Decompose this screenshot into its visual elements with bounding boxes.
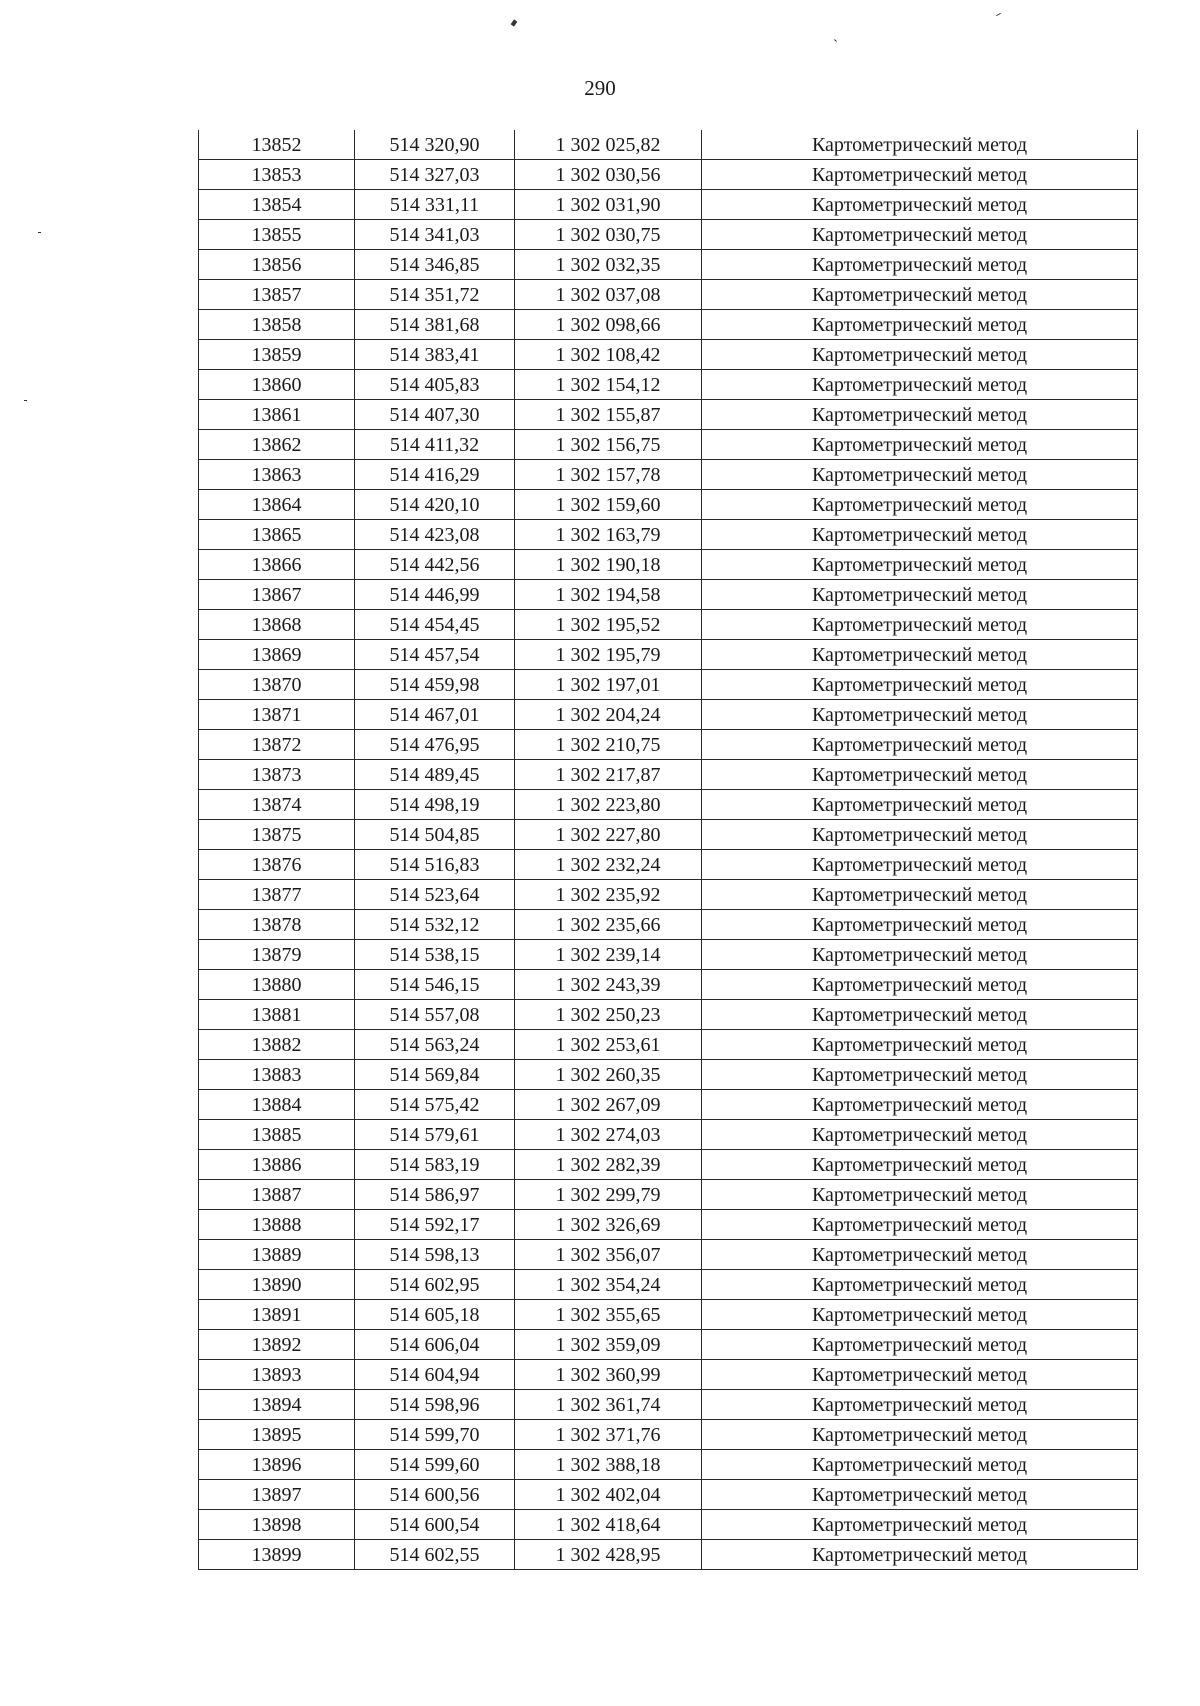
y-coordinate-cell: 1 302 030,56 (515, 160, 702, 190)
y-coordinate-cell: 1 302 227,80 (515, 820, 702, 850)
table-row (199, 880, 1138, 910)
y-coordinate-cell: 1 302 217,87 (515, 760, 702, 790)
point-number-cell: 13870 (199, 670, 355, 700)
x-coordinate-cell: 514 599,70 (355, 1420, 515, 1450)
method-cell: Картометрический метод (702, 220, 1138, 250)
table-row (199, 460, 1138, 490)
x-coordinate-cell: 514 467,01 (355, 700, 515, 730)
point-number-cell: 13856 (199, 250, 355, 280)
x-coordinate-cell: 514 563,24 (355, 1030, 515, 1060)
point-number-cell: 13865 (199, 520, 355, 550)
point-number-cell: 13853 (199, 160, 355, 190)
method-cell: Картометрический метод (702, 1360, 1138, 1390)
scan-speck (996, 13, 1001, 16)
y-coordinate-cell: 1 302 250,23 (515, 1000, 702, 1030)
point-number-cell: 13873 (199, 760, 355, 790)
method-cell: Картометрический метод (702, 1210, 1138, 1240)
table-row (199, 370, 1138, 400)
point-number-cell: 13876 (199, 850, 355, 880)
method-cell: Картометрический метод (702, 1450, 1138, 1480)
x-coordinate-cell: 514 600,56 (355, 1480, 515, 1510)
point-number-cell: 13889 (199, 1240, 355, 1270)
method-cell: Картометрический метод (702, 550, 1138, 580)
page-number: 290 (584, 76, 616, 100)
x-coordinate-cell: 514 407,30 (355, 400, 515, 430)
table-row (199, 1480, 1138, 1510)
point-number-cell: 13880 (199, 970, 355, 1000)
x-coordinate-cell: 514 546,15 (355, 970, 515, 1000)
method-cell: Картометрический метод (702, 280, 1138, 310)
table-row (199, 1090, 1138, 1120)
y-coordinate-cell: 1 302 282,39 (515, 1150, 702, 1180)
x-coordinate-cell: 514 602,95 (355, 1270, 515, 1300)
point-number-cell: 13874 (199, 790, 355, 820)
point-number-cell: 13867 (199, 580, 355, 610)
table-row (199, 490, 1138, 520)
method-cell: Картометрический метод (702, 580, 1138, 610)
y-coordinate-cell: 1 302 299,79 (515, 1180, 702, 1210)
point-number-cell: 13868 (199, 610, 355, 640)
y-coordinate-cell: 1 302 402,04 (515, 1480, 702, 1510)
method-cell: Картометрический метод (702, 1390, 1138, 1420)
x-coordinate-cell: 514 602,55 (355, 1540, 515, 1570)
x-coordinate-cell: 514 598,96 (355, 1390, 515, 1420)
method-cell: Картометрический метод (702, 190, 1138, 220)
point-number-cell: 13877 (199, 880, 355, 910)
y-coordinate-cell: 1 302 156,75 (515, 430, 702, 460)
y-coordinate-cell: 1 302 025,82 (515, 130, 702, 160)
point-number-cell: 13859 (199, 340, 355, 370)
point-number-cell: 13886 (199, 1150, 355, 1180)
method-cell: Картометрический метод (702, 340, 1138, 370)
table-row (199, 1300, 1138, 1330)
point-number-cell: 13855 (199, 220, 355, 250)
y-coordinate-cell: 1 302 232,24 (515, 850, 702, 880)
y-coordinate-cell: 1 302 355,65 (515, 1300, 702, 1330)
point-number-cell: 13866 (199, 550, 355, 580)
point-number-cell: 13891 (199, 1300, 355, 1330)
point-number-cell: 13852 (199, 130, 355, 160)
y-coordinate-cell: 1 302 204,24 (515, 700, 702, 730)
x-coordinate-cell: 514 504,85 (355, 820, 515, 850)
scan-speck (511, 19, 518, 26)
table-row (199, 730, 1138, 760)
x-coordinate-cell: 514 459,98 (355, 670, 515, 700)
y-coordinate-cell: 1 302 235,92 (515, 880, 702, 910)
point-number-cell: 13881 (199, 1000, 355, 1030)
method-cell: Картометрический метод (702, 1540, 1138, 1570)
y-coordinate-cell: 1 302 418,64 (515, 1510, 702, 1540)
table-row (199, 970, 1138, 1000)
x-coordinate-cell: 514 516,83 (355, 850, 515, 880)
method-cell: Картометрический метод (702, 790, 1138, 820)
y-coordinate-cell: 1 302 243,39 (515, 970, 702, 1000)
method-cell: Картометрический метод (702, 1000, 1138, 1030)
y-coordinate-cell: 1 302 428,95 (515, 1540, 702, 1570)
table-row (199, 520, 1138, 550)
point-number-cell: 13860 (199, 370, 355, 400)
table-row (199, 1150, 1138, 1180)
x-coordinate-cell: 514 498,19 (355, 790, 515, 820)
point-number-cell: 13899 (199, 1540, 355, 1570)
table-row (199, 700, 1138, 730)
point-number-cell: 13888 (199, 1210, 355, 1240)
x-coordinate-cell: 514 411,32 (355, 430, 515, 460)
table-row (199, 400, 1138, 430)
x-coordinate-cell: 514 557,08 (355, 1000, 515, 1030)
y-coordinate-cell: 1 302 195,79 (515, 640, 702, 670)
y-coordinate-cell: 1 302 210,75 (515, 730, 702, 760)
x-coordinate-cell: 514 575,42 (355, 1090, 515, 1120)
y-coordinate-cell: 1 302 157,78 (515, 460, 702, 490)
method-cell: Картометрический метод (702, 1150, 1138, 1180)
y-coordinate-cell: 1 302 194,58 (515, 580, 702, 610)
x-coordinate-cell: 514 331,11 (355, 190, 515, 220)
y-coordinate-cell: 1 302 155,87 (515, 400, 702, 430)
x-coordinate-cell: 514 569,84 (355, 1060, 515, 1090)
method-cell: Картометрический метод (702, 400, 1138, 430)
method-cell: Картометрический метод (702, 970, 1138, 1000)
method-cell: Картометрический метод (702, 1330, 1138, 1360)
table-row (199, 1210, 1138, 1240)
method-cell: Картометрический метод (702, 130, 1138, 160)
table-row (199, 280, 1138, 310)
method-cell: Картометрический метод (702, 250, 1138, 280)
method-cell: Картометрический метод (702, 640, 1138, 670)
method-cell: Картометрический метод (702, 760, 1138, 790)
scan-speck (24, 400, 27, 401)
x-coordinate-cell: 514 420,10 (355, 490, 515, 520)
x-coordinate-cell: 514 586,97 (355, 1180, 515, 1210)
table-row (199, 250, 1138, 280)
point-number-cell: 13883 (199, 1060, 355, 1090)
x-coordinate-cell: 514 351,72 (355, 280, 515, 310)
y-coordinate-cell: 1 302 223,80 (515, 790, 702, 820)
x-coordinate-cell: 514 327,03 (355, 160, 515, 190)
x-coordinate-cell: 514 383,41 (355, 340, 515, 370)
method-cell: Картометрический метод (702, 670, 1138, 700)
method-cell: Картометрический метод (702, 430, 1138, 460)
coordinates-table-body (199, 130, 1138, 1570)
x-coordinate-cell: 514 320,90 (355, 130, 515, 160)
point-number-cell: 13897 (199, 1480, 355, 1510)
point-number-cell: 13854 (199, 190, 355, 220)
method-cell: Картометрический метод (702, 730, 1138, 760)
table-row (199, 1270, 1138, 1300)
y-coordinate-cell: 1 302 326,69 (515, 1210, 702, 1240)
table-row (199, 790, 1138, 820)
point-number-cell: 13893 (199, 1360, 355, 1390)
method-cell: Картометрический метод (702, 610, 1138, 640)
y-coordinate-cell: 1 302 354,24 (515, 1270, 702, 1300)
point-number-cell: 13894 (199, 1390, 355, 1420)
table-row (199, 1180, 1138, 1210)
table-row (199, 610, 1138, 640)
method-cell: Картометрический метод (702, 160, 1138, 190)
point-number-cell: 13882 (199, 1030, 355, 1060)
y-coordinate-cell: 1 302 031,90 (515, 190, 702, 220)
x-coordinate-cell: 514 538,15 (355, 940, 515, 970)
method-cell: Картометрический метод (702, 1120, 1138, 1150)
table-row (199, 580, 1138, 610)
y-coordinate-cell: 1 302 159,60 (515, 490, 702, 520)
x-coordinate-cell: 514 457,54 (355, 640, 515, 670)
table-row (199, 190, 1138, 220)
table-row (199, 1330, 1138, 1360)
method-cell: Картометрический метод (702, 940, 1138, 970)
y-coordinate-cell: 1 302 253,61 (515, 1030, 702, 1060)
table-row (199, 310, 1138, 340)
y-coordinate-cell: 1 302 356,07 (515, 1240, 702, 1270)
point-number-cell: 13872 (199, 730, 355, 760)
y-coordinate-cell: 1 302 098,66 (515, 310, 702, 340)
y-coordinate-cell: 1 302 195,52 (515, 610, 702, 640)
table-row (199, 940, 1138, 970)
point-number-cell: 13869 (199, 640, 355, 670)
method-cell: Картометрический метод (702, 1270, 1138, 1300)
point-number-cell: 13863 (199, 460, 355, 490)
method-cell: Картометрический метод (702, 850, 1138, 880)
y-coordinate-cell: 1 302 267,09 (515, 1090, 702, 1120)
method-cell: Картометрический метод (702, 820, 1138, 850)
x-coordinate-cell: 514 579,61 (355, 1120, 515, 1150)
table-row (199, 760, 1138, 790)
table-row (199, 1030, 1138, 1060)
point-number-cell: 13884 (199, 1090, 355, 1120)
method-cell: Картометрический метод (702, 1090, 1138, 1120)
table-row (199, 1060, 1138, 1090)
method-cell: Картометрический метод (702, 880, 1138, 910)
table-row (199, 1360, 1138, 1390)
method-cell: Картометрический метод (702, 1420, 1138, 1450)
table-row (199, 1000, 1138, 1030)
table-row (199, 670, 1138, 700)
method-cell: Картометрический метод (702, 1300, 1138, 1330)
method-cell: Картометрический метод (702, 1240, 1138, 1270)
method-cell: Картометрический метод (702, 520, 1138, 550)
x-coordinate-cell: 514 600,54 (355, 1510, 515, 1540)
x-coordinate-cell: 514 605,18 (355, 1300, 515, 1330)
method-cell: Картометрический метод (702, 1510, 1138, 1540)
point-number-cell: 13890 (199, 1270, 355, 1300)
x-coordinate-cell: 514 523,64 (355, 880, 515, 910)
point-number-cell: 13875 (199, 820, 355, 850)
method-cell: Картометрический метод (702, 1060, 1138, 1090)
table-row (199, 160, 1138, 190)
point-number-cell: 13887 (199, 1180, 355, 1210)
x-coordinate-cell: 514 476,95 (355, 730, 515, 760)
method-cell: Картометрический метод (702, 910, 1138, 940)
x-coordinate-cell: 514 454,45 (355, 610, 515, 640)
x-coordinate-cell: 514 583,19 (355, 1150, 515, 1180)
method-cell: Картометрический метод (702, 1480, 1138, 1510)
x-coordinate-cell: 514 405,83 (355, 370, 515, 400)
method-cell: Картометрический метод (702, 1180, 1138, 1210)
x-coordinate-cell: 514 341,03 (355, 220, 515, 250)
y-coordinate-cell: 1 302 388,18 (515, 1450, 702, 1480)
y-coordinate-cell: 1 302 360,99 (515, 1360, 702, 1390)
scan-speck (834, 39, 837, 42)
point-number-cell: 13857 (199, 280, 355, 310)
y-coordinate-cell: 1 302 037,08 (515, 280, 702, 310)
method-cell: Картометрический метод (702, 490, 1138, 520)
x-coordinate-cell: 514 442,56 (355, 550, 515, 580)
y-coordinate-cell: 1 302 030,75 (515, 220, 702, 250)
point-number-cell: 13862 (199, 430, 355, 460)
y-coordinate-cell: 1 302 197,01 (515, 670, 702, 700)
table-row (199, 430, 1138, 460)
x-coordinate-cell: 514 489,45 (355, 760, 515, 790)
y-coordinate-cell: 1 302 274,03 (515, 1120, 702, 1150)
y-coordinate-cell: 1 302 154,12 (515, 370, 702, 400)
table-row (199, 1390, 1138, 1420)
y-coordinate-cell: 1 302 190,18 (515, 550, 702, 580)
x-coordinate-cell: 514 599,60 (355, 1450, 515, 1480)
y-coordinate-cell: 1 302 359,09 (515, 1330, 702, 1360)
y-coordinate-cell: 1 302 163,79 (515, 520, 702, 550)
point-number-cell: 13896 (199, 1450, 355, 1480)
method-cell: Картометрический метод (702, 700, 1138, 730)
method-cell: Картометрический метод (702, 370, 1138, 400)
point-number-cell: 13861 (199, 400, 355, 430)
method-cell: Картометрический метод (702, 1030, 1138, 1060)
x-coordinate-cell: 514 532,12 (355, 910, 515, 940)
table-row (199, 910, 1138, 940)
x-coordinate-cell: 514 606,04 (355, 1330, 515, 1360)
table-row (199, 340, 1138, 370)
table-row (199, 640, 1138, 670)
table-row (199, 1420, 1138, 1450)
table-row (199, 130, 1138, 160)
x-coordinate-cell: 514 446,99 (355, 580, 515, 610)
point-number-cell: 13895 (199, 1420, 355, 1450)
table-row (199, 1120, 1138, 1150)
coordinates-table (198, 130, 1138, 1570)
method-cell: Картометрический метод (702, 310, 1138, 340)
y-coordinate-cell: 1 302 371,76 (515, 1420, 702, 1450)
x-coordinate-cell: 514 604,94 (355, 1360, 515, 1390)
table-row (199, 1510, 1138, 1540)
scan-speck (38, 232, 41, 233)
x-coordinate-cell: 514 381,68 (355, 310, 515, 340)
x-coordinate-cell: 514 592,17 (355, 1210, 515, 1240)
point-number-cell: 13864 (199, 490, 355, 520)
table-row (199, 850, 1138, 880)
point-number-cell: 13879 (199, 940, 355, 970)
point-number-cell: 13878 (199, 910, 355, 940)
point-number-cell: 13898 (199, 1510, 355, 1540)
x-coordinate-cell: 514 598,13 (355, 1240, 515, 1270)
method-cell: Картометрический метод (702, 460, 1138, 490)
point-number-cell: 13885 (199, 1120, 355, 1150)
table-row (199, 1540, 1138, 1570)
x-coordinate-cell: 514 416,29 (355, 460, 515, 490)
x-coordinate-cell: 514 423,08 (355, 520, 515, 550)
table-row (199, 1450, 1138, 1480)
y-coordinate-cell: 1 302 239,14 (515, 940, 702, 970)
table-row (199, 220, 1138, 250)
y-coordinate-cell: 1 302 032,35 (515, 250, 702, 280)
table-row (199, 1240, 1138, 1270)
y-coordinate-cell: 1 302 235,66 (515, 910, 702, 940)
point-number-cell: 13871 (199, 700, 355, 730)
table-row (199, 550, 1138, 580)
point-number-cell: 13858 (199, 310, 355, 340)
y-coordinate-cell: 1 302 108,42 (515, 340, 702, 370)
y-coordinate-cell: 1 302 260,35 (515, 1060, 702, 1090)
table-row (199, 820, 1138, 850)
point-number-cell: 13892 (199, 1330, 355, 1360)
y-coordinate-cell: 1 302 361,74 (515, 1390, 702, 1420)
x-coordinate-cell: 514 346,85 (355, 250, 515, 280)
